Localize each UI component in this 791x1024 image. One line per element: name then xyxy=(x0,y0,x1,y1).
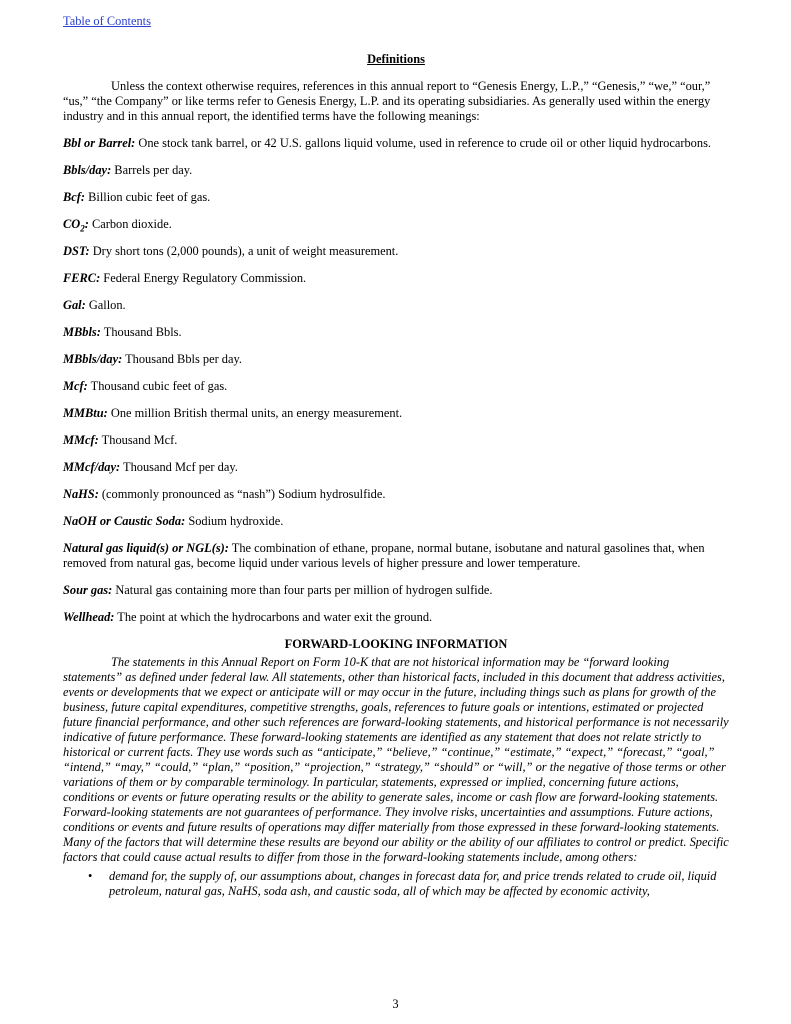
definition-item xyxy=(63,217,729,232)
definition-item xyxy=(63,610,729,625)
definition-item xyxy=(63,352,729,367)
definition-item xyxy=(63,190,729,205)
definition-item xyxy=(63,271,729,286)
definition-term: DST: xyxy=(63,244,90,258)
definition-term: Bbls/day: xyxy=(63,163,112,177)
definition-item xyxy=(63,514,729,529)
definition-text: The combination of ethane, propane, normal butane, isobutane and natural gasolines that, when removed from natural gas, become liquid under various levels of higher pressure and lower temperature. xyxy=(63,541,705,570)
definition-text: Thousand cubic feet of gas. xyxy=(87,379,228,393)
definition-text: Dry short tons (2,000 pounds), a unit of weight measurement. xyxy=(89,244,399,258)
definition-item xyxy=(63,487,729,502)
bullet-icon: • xyxy=(88,869,93,883)
definition-term: $CO_2$: xyxy=(63,217,89,234)
definition-term: FERC: xyxy=(63,271,101,285)
definition-text: Natural gas containing more than four parts per million of hydrogen sulfide. xyxy=(112,583,493,597)
definition-text: (commonly pronounced as “nash”) Sodium hydrosulfide. xyxy=(98,487,386,501)
definition-term: NaHS: xyxy=(63,487,99,501)
document-page xyxy=(63,14,729,899)
definition-term: NaOH or Caustic Soda: xyxy=(63,514,186,528)
definition-item xyxy=(63,244,729,259)
definitions-heading: Definitions xyxy=(367,52,425,66)
definition-text: Federal Energy Regulatory Commission. xyxy=(100,271,307,285)
definition-term: MMcf: xyxy=(63,433,99,447)
definition-item xyxy=(63,379,729,394)
definition-item xyxy=(63,583,729,598)
table-of-contents-link[interactable]: Table of Contents xyxy=(63,14,151,28)
definition-item xyxy=(63,541,729,571)
definition-term: Mcf: xyxy=(63,379,88,393)
definition-term: Gal: xyxy=(63,298,86,312)
forward-looking-paragraph: The statements in this Annual Report on Form 10-K that are not historical information may be “forward looking statements” as defined under federal law. All statements, other than historical facts, included in this document that address activities, events or developments that we expect or anticipate will or may occur in the future, including things such as plans for growth of the business, future capital expenditures, competitive strengths, goals, references to future goals or intentions, estimated or projected future financial performance, and other such references are forward-looking statements, and historical performance is not necessarily indicative of future performance. These forward-looking statements are identified as any statement that does not relate strictly to historical or current facts. They use words such as “anticipate,” “believe,” “continue,” “estimate,” “expect,” “forecast,” “goal,” “intend,” “may,” “could,” “plan,” “position,” “projection,” “strategy,” “should” or “will,” or the negative of those terms or other variations of them or by comparable terminology. In particular, statements, expressed or implied, concerning future actions, conditions or events or future operating results or the ability to generate sales, income or cash flow are forward-looking statements. Forward-looking statements are not guarantees of performance. They involve risks, uncertainties and assumptions. Future actions, conditions or events and future results of operations may differ materially from those expressed in these forward-looking statements. Many of the factors that will determine these results are beyond our ability or the ability of our affiliates to control or predict. Specific factors that could cause actual results to differ from those in the forward-looking statements include, among others: xyxy=(63,655,729,864)
definition-term: Bbl or Barrel: xyxy=(63,136,136,150)
definition-item xyxy=(63,406,729,421)
forward-looking-bullets xyxy=(63,869,729,899)
definition-item xyxy=(63,136,729,151)
definition-term: Bcf: xyxy=(63,190,86,204)
definition-text: Carbon dioxide. xyxy=(88,217,172,231)
definition-item xyxy=(63,433,729,448)
definition-text: Thousand Bbls. xyxy=(100,325,182,339)
definition-term: Natural gas liquid(s) or NGL(s): xyxy=(63,541,229,555)
definition-item xyxy=(63,298,729,313)
definition-text: Thousand Mcf. xyxy=(98,433,178,447)
definition-text: The point at which the hydrocarbons and water exit the ground. xyxy=(114,610,433,624)
forward-looking-heading: FORWARD-LOOKING INFORMATION xyxy=(284,637,508,651)
definition-text: One million British thermal units, an energy measurement. xyxy=(107,406,403,420)
definition-term: Sour gas: xyxy=(63,583,113,597)
definition-term: MMBtu: xyxy=(63,406,108,420)
bullet-text: demand for, the supply of, our assumptions about, changes in forecast data for, and price trends related to crude oil, liquid petroleum, natural gas, NaHS, soda ash, and caustic soda, all of which may be affected by economic activity, xyxy=(109,869,717,898)
definition-text: Barrels per day. xyxy=(111,163,193,177)
definition-text: Sodium hydroxide. xyxy=(185,514,284,528)
definition-item xyxy=(63,325,729,340)
definition-item xyxy=(63,460,729,475)
definitions-intro: Unless the context otherwise requires, references in this annual report to “Genesis Energy, L.P.,” “Genesis,” “we,” “our,” “us,” “the Company” or like terms refer to Genesis Energy, L.P. and its operating subsidiaries. As generally used within the energy industry and in this annual report, the identified terms have the following meanings: xyxy=(63,79,711,123)
list-item xyxy=(63,869,729,899)
definition-term: MBbls/day: xyxy=(63,352,123,366)
definition-term: MMcf/day: xyxy=(63,460,121,474)
definition-term: MBbls: xyxy=(63,325,101,339)
definitions-list xyxy=(63,136,729,625)
definition-text: Thousand Mcf per day. xyxy=(120,460,238,474)
definition-text: One stock tank barrel, or 42 U.S. gallons liquid volume, used in reference to crude oil or other liquid hydrocarbons. xyxy=(135,136,711,150)
definition-term: Wellhead: xyxy=(63,610,115,624)
definition-text: Billion cubic feet of gas. xyxy=(85,190,211,204)
definition-text: Gallon. xyxy=(85,298,126,312)
definition-text: Thousand Bbls per day. xyxy=(122,352,242,366)
definition-item xyxy=(63,163,729,178)
page-number: 3 xyxy=(392,997,399,1011)
